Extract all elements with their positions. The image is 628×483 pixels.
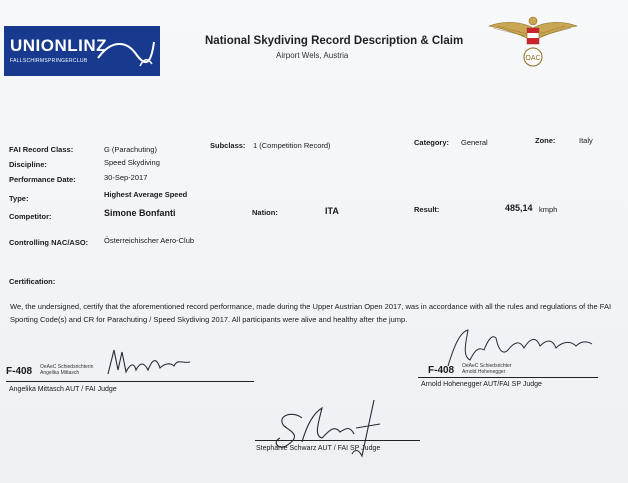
- left-signature-caption: Angelika Mittasch AUT / FAI Judge: [9, 386, 117, 393]
- right-stamp-code: F-408: [428, 365, 455, 376]
- category-label: Category:: [414, 138, 450, 147]
- subclass-label: Subclass:: [210, 141, 246, 150]
- record-class-value: G (Parachuting): [104, 145, 157, 154]
- nac-value: Österreichischer Aero-Club: [104, 236, 195, 245]
- nation-value: ITA: [325, 206, 339, 216]
- oeac-eagle-emblem-icon: [487, 14, 579, 70]
- result-value: 485,14: [505, 203, 533, 213]
- zone-label: Zone:: [535, 136, 556, 145]
- svg-text:OAC: OAC: [525, 55, 541, 62]
- category-value: General: [461, 138, 488, 147]
- certification-heading: Certification:: [9, 277, 56, 286]
- competitor-label: Competitor:: [9, 212, 52, 221]
- result-unit: kmph: [539, 205, 558, 214]
- logo-subtext: FALLSCHIRMSPRINGERCLUB: [10, 58, 88, 64]
- center-signature-line: [255, 440, 420, 441]
- performance-date-label: Performance Date:: [9, 175, 76, 184]
- nac-label: Controlling NAC/ASO:: [9, 238, 89, 247]
- center-signature-caption: Stephanie Schwarz AUT / FAI SP Judge: [256, 445, 381, 452]
- certification-text: We, the undersigned, certify that the aforementioned record performance, made during the Upper Austrian Open 2017, was in accordance with all the rules and regulations of the FAI Sporting Code(s) and CR for Parachuting / Speed Skydiving 2017. All participants were alive and healthy after the jump.: [10, 302, 612, 324]
- left-stamp-code: F-408: [6, 366, 33, 377]
- left-stamp-line1: OeAeC Schiedsrichterin: [40, 364, 94, 370]
- right-signature-line: [418, 377, 598, 378]
- nation-label: Nation:: [252, 208, 278, 217]
- zone-value: Italy: [579, 136, 593, 145]
- right-stamp-line1: OeAeC Schiedsrichter: [462, 363, 512, 369]
- right-signature-caption: Arnold Hohenegger AUT/FAI SP Judge: [421, 381, 542, 388]
- left-signature: [104, 344, 194, 380]
- document-location: Airport Wels, Austria: [276, 51, 349, 60]
- document-title: National Skydiving Record Description & Claim: [205, 35, 464, 47]
- discipline-label: Discipline:: [9, 160, 47, 169]
- left-stamp-line2: Angelika Mittasch: [40, 370, 80, 376]
- left-signature-line: [6, 381, 254, 382]
- competitor-value: Simone Bonfanti: [104, 208, 176, 218]
- subclass-value: 1 (Competition Record): [253, 141, 331, 150]
- logo-text: UNIONLINZ: [10, 36, 108, 55]
- discipline-value: Speed Skydiving: [104, 158, 160, 167]
- right-stamp-line2: Arnold Hohenegger: [462, 369, 506, 375]
- record-class-label: FAI Record Class:: [9, 145, 74, 154]
- type-label: Type:: [9, 194, 29, 203]
- swoosh-icon: [96, 36, 156, 68]
- result-label: Result:: [414, 205, 440, 214]
- performance-date-value: 30-Sep-2017: [104, 173, 148, 182]
- type-value: Highest Average Speed: [104, 190, 188, 199]
- unionlinz-logo: [4, 26, 160, 76]
